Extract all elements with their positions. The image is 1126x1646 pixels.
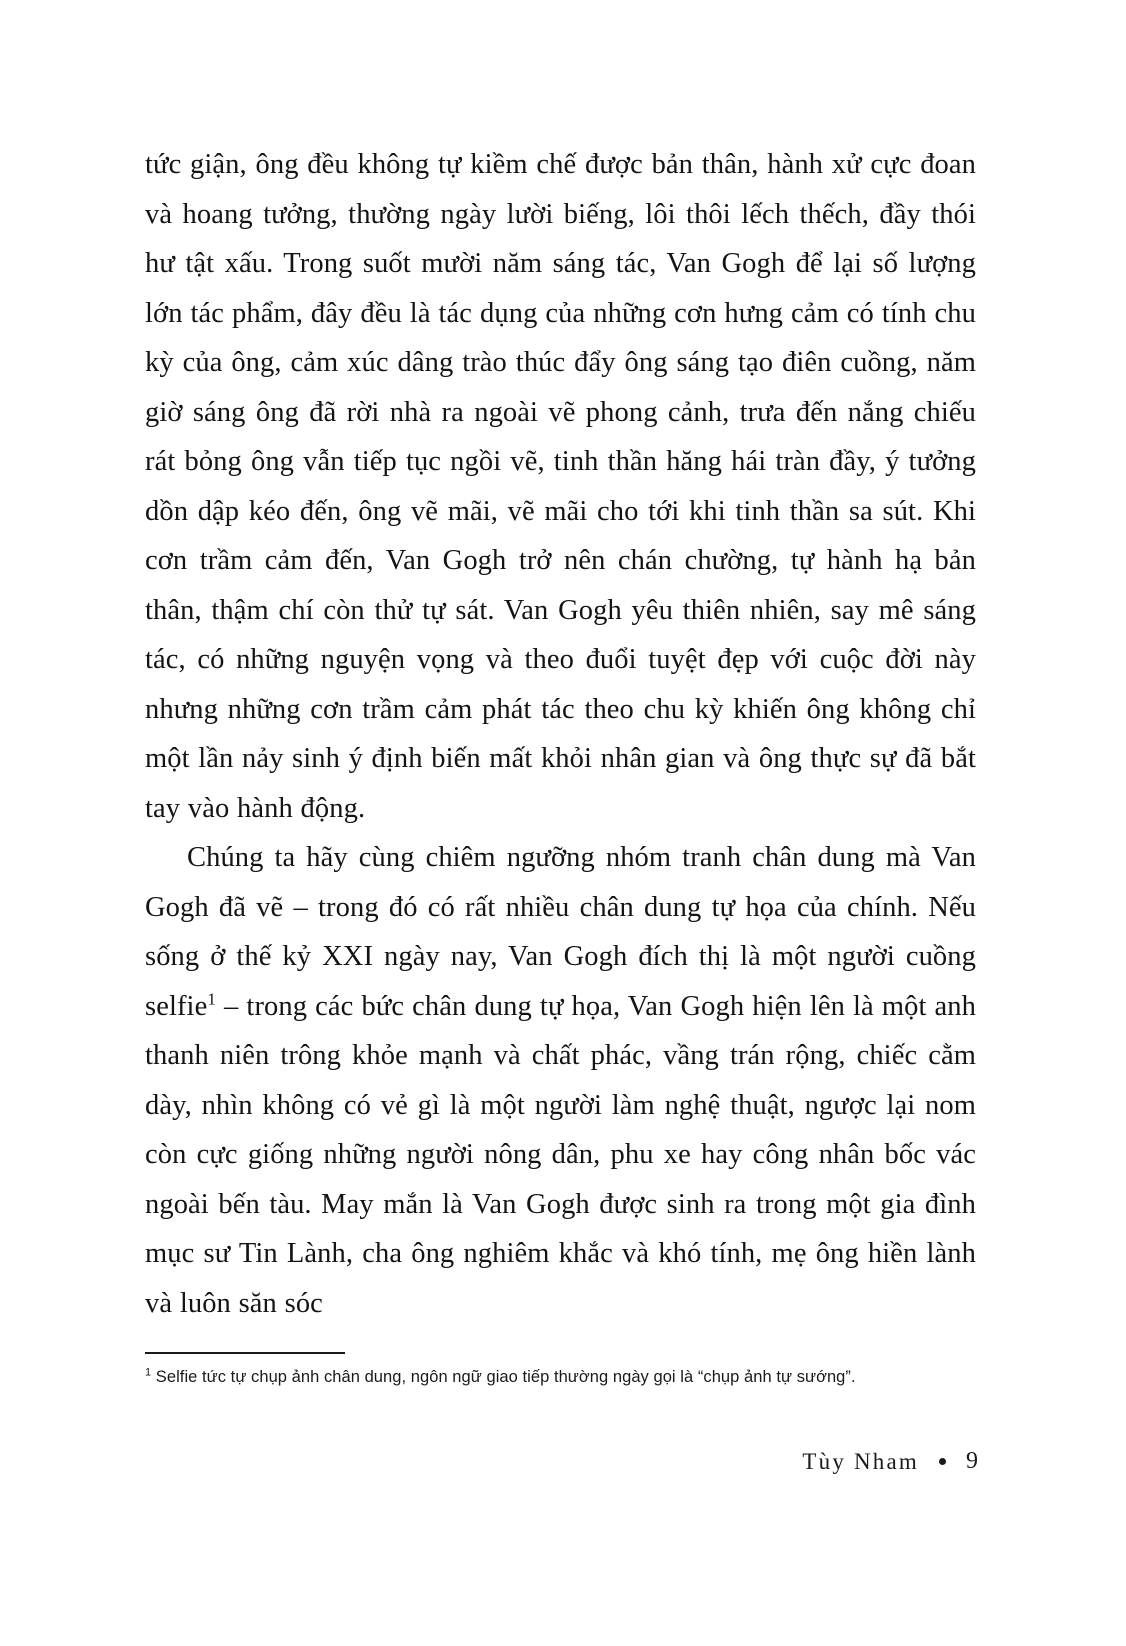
footnote-separator-rule [145, 1352, 345, 1354]
footnote-area [145, 1352, 980, 1389]
footnote-reference-marker: 1 [207, 989, 216, 1008]
page-body [145, 140, 976, 1328]
footnote-text: Selfie tức tự chụp ảnh chân dung, ngôn ngữ giao tiếp thường ngày gọi là “chụp ảnh tự sướng”. [151, 1368, 856, 1386]
page-footer [802, 1448, 978, 1475]
paragraph-continued: tức giận, ông đều không tự kiềm chế được bản thân, hành xử cực đoan và hoang tưởng, thường ngày lười biếng, lôi thôi lếch thếch, đầy thói hư tật xấu. Trong suốt mười năm sáng tác, Van Gogh để lại số lượng lớn tác phẩm, đây đều là tác dụng của những cơn hưng cảm có tính chu kỳ của ông, cảm xúc dâng trào thúc đẩy ông sáng tạo điên cuồng, năm giờ sáng ông đã rời nhà ra ngoài vẽ phong cảnh, trưa đến nắng chiếu rát bỏng ông vẫn tiếp tục ngồi vẽ, tinh thần hăng hái tràn đầy, ý tưởng dồn dập kéo đến, ông vẽ mãi, vẽ mãi cho tới khi tinh thần sa sút. Khi cơn trầm cảm đến, Van Gogh trở nên chán chường, tự hành hạ bản thân, thậm chí còn thử tự sát. Van Gogh yêu thiên nhiên, say mê sáng tác, có những nguyện vọng và theo đuổi tuyệt đẹp với cuộc đời này nhưng những cơn trầm cảm phát tác theo chu kỳ khiến ông không chỉ một lần nảy sinh ý định biến mất khỏi nhân gian và ông thực sự đã bắt tay vào hành động. [145, 149, 976, 824]
footnote-entry [145, 1365, 980, 1389]
page-number: 9 [966, 1448, 978, 1474]
paragraph-with-footnote [145, 833, 976, 1328]
paragraph-text-part-a: Chúng ta hãy cùng chiêm ngưỡng nhóm tranh chân dung mà Van Gogh đã vẽ – trong đó có rất nhiều chân dung tự họa của chính. Nếu sống ở thế kỷ XXI ngày nay, Van Gogh đích thị là một người cuồng selfie [145, 842, 976, 1022]
footer-bullet-icon [939, 1458, 946, 1465]
footer-author-name: Tùy Nham [802, 1448, 919, 1474]
paragraph-text-part-b: – trong các bức chân dung tự họa, Van Gogh hiện lên là một anh thanh niên trông khỏe mạnh và chất phác, vầng trán rộng, chiếc cằm dày, nhìn không có vẻ gì là một người làm nghệ thuật, ngược lại nom còn cực giống những người nông dân, phu xe hay công nhân bốc vác ngoài bến tàu. May mắn là Van Gogh được sinh ra trong một gia đình mục sư Tin Lành, cha ông nghiêm khắc và khó tính, mẹ ông hiền lành và luôn săn sóc [145, 990, 976, 1319]
footnote-marker: 1 [145, 1366, 152, 1379]
